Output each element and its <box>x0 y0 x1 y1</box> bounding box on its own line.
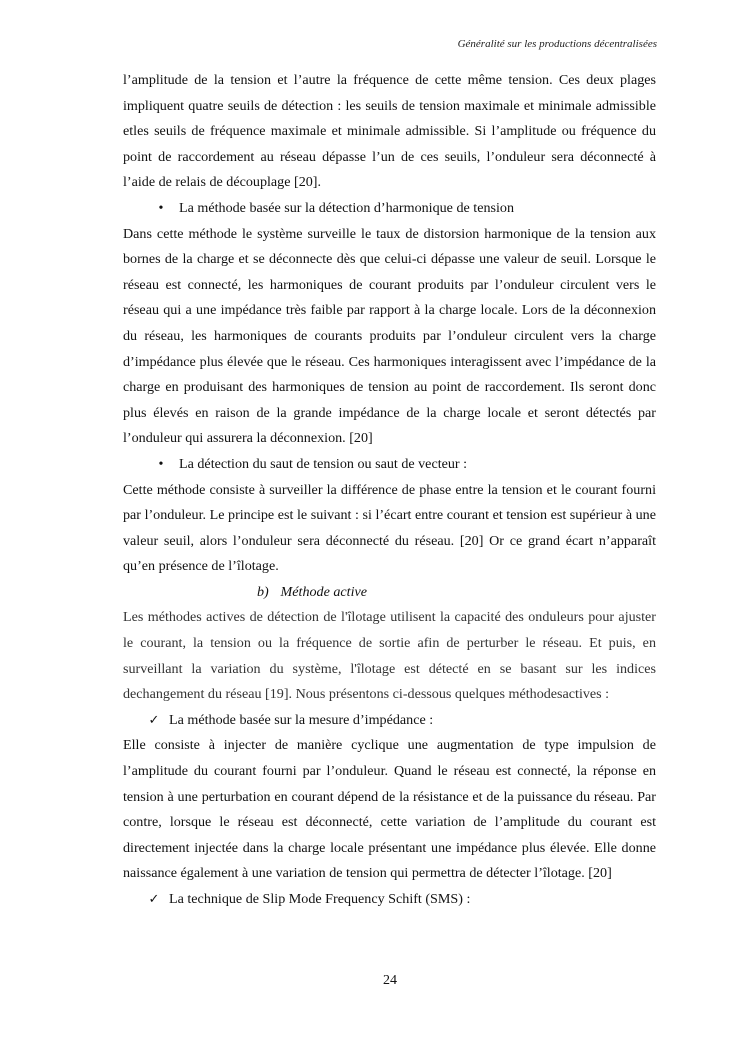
page-body <box>123 68 656 913</box>
subheading-title: Méthode active <box>280 583 368 600</box>
check-item-label: La méthode basée sur la mesure d’impédance : <box>169 711 434 728</box>
bullet-item-label: La détection du saut de tension ou saut de vecteur : <box>179 455 468 472</box>
bullet-item-harmonic-detection <box>123 196 656 222</box>
page-number: 24 <box>383 973 397 988</box>
paragraph-threshold-ranges: l’amplitude de la tension et l’autre la fréquence de cette même tension. Ces deux plages impliquent quatre seuils de détection : les seuils de tension maximale et minimale admissible etles seuils de fréquence maximale et minimale admissible. Si l’amplitude ou fréquence du point de raccordement au réseau dépasse l’un de ces seuils, l’onduleur sera déconnecté à l’aide de relais de découplage [20]. <box>123 72 656 191</box>
bullet-item-vector-shift <box>123 452 656 478</box>
subheading-number: b) <box>257 583 269 600</box>
bullet-dot-icon: • <box>158 455 164 472</box>
paragraph-active-methods: Les méthodes actives de détection de l'îlotage utilisent la capacité des onduleurs pour ajuster le courant, la tension ou la fréquence de sortie afin de perturber le réseau. Et puis, en surveillant la variation du système, l'îlotage est détecté en se basant sur les indices dechangement du réseau [19]. Nous présentons ci-dessous quelques méthodesactives : <box>123 609 656 703</box>
check-item-impedance <box>123 708 656 734</box>
check-item-sms <box>123 887 656 913</box>
checkmark-icon: ✓ <box>148 892 160 907</box>
running-header: Généralité sur les productions décentralisées <box>457 38 657 50</box>
paragraph-phase-difference: Cette méthode consiste à surveiller la différence de phase entre la tension et le courant fourni par l’onduleur. Le principe est le suivant : si l’écart entre courant et tension est supérieur à une valeur seuil, alors l’onduleur sera déconnecté du réseau. [20] Or ce grand écart n’apparaît qu’en présence de l’îlotage. <box>123 481 656 575</box>
section-subheading <box>123 580 656 606</box>
checkmark-icon: ✓ <box>148 712 160 728</box>
check-item-label: La technique de Slip Mode Frequency Schift (SMS) : <box>169 891 471 907</box>
paragraph-impedance-method: Elle consiste à injecter de manière cyclique une augmentation de type impulsion de l’amplitude du courant fourni par l’onduleur. Quand le réseau est connecté, la réponse en tension à une perturbation en courant dépend de la résistance et de la puissance du réseau. Par contre, lorsque le réseau est déconnecté, cette variation de l’amplitude du courant est directement injectée dans la charge locale présentant une impédance plus élevée. Elle donne naissance également à une variation de tension qui permettra de détecter l’îlotage. [20] <box>123 737 656 882</box>
bullet-item-label: La méthode basée sur la détection d’harmonique de tension <box>179 199 515 216</box>
bullet-dot-icon: • <box>158 199 164 216</box>
paragraph-harmonic-method: Dans cette méthode le système surveille le taux de distorsion harmonique de la tension aux bornes de la charge et se déconnecte dès que celui-ci dépasse une valeur de seuil. Lorsque le réseau est connecté, les harmoniques de courant produits par l’onduleur circulent vers le réseau qui a une impédance très faible par rapport à la charge locale. Lors de la déconnexion du réseau, les harmoniques de courants produits par l’onduleur circulent vers la charge d’impédance plus élevée que le réseau. Ces harmoniques interagissent avec l’impédance de la charge en produisant des harmoniques de tension au point de raccordement. Ils seront donc plus élevés en raison de la grande impédance de la charge locale et seront détectés par l’onduleur qui assurera la déconnexion. [20] <box>123 225 656 447</box>
